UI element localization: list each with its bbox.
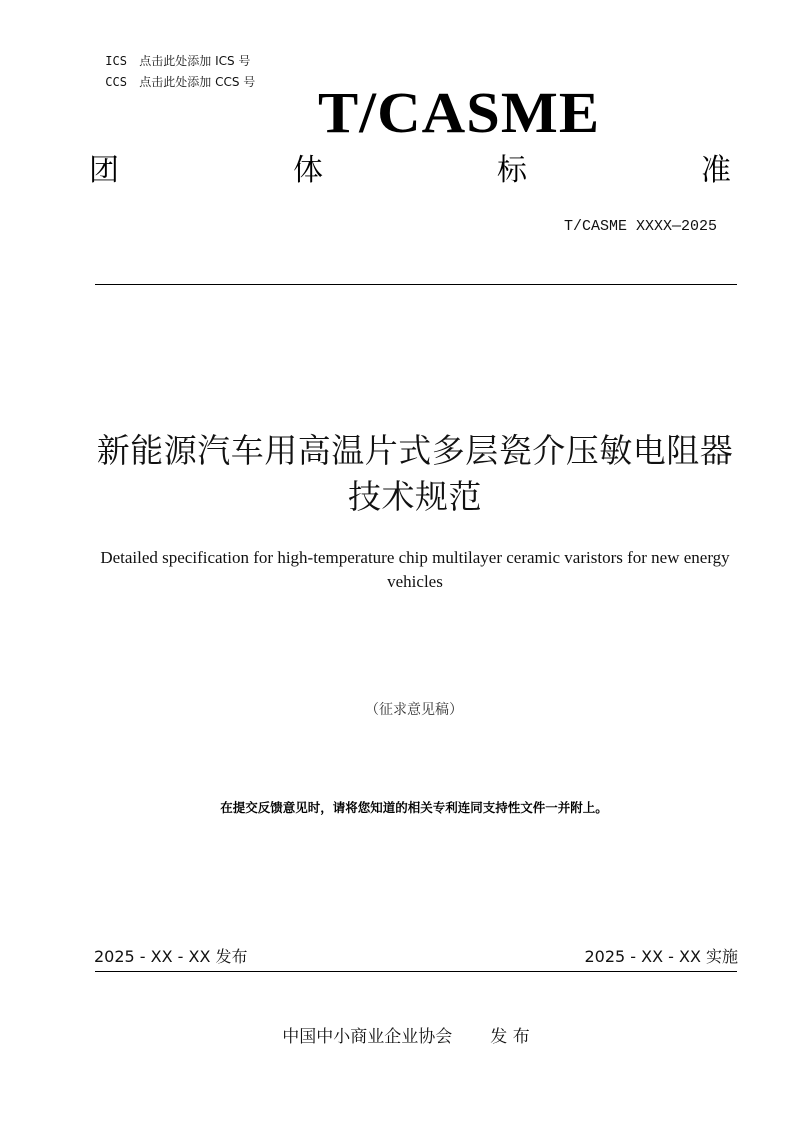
ccs-label: CCS xyxy=(105,75,127,89)
standard-type-char: 体 xyxy=(293,153,323,188)
patent-notice: 在提交反馈意见时，请将您知道的相关专利连同支持性文件一并附上。 xyxy=(220,800,608,815)
publisher-action: 发 布 xyxy=(490,1027,530,1047)
standard-number: T/CASME XXXX—2025 xyxy=(563,218,717,235)
implementation-date: 2025 - XX - XX 实施 xyxy=(584,947,738,966)
footer-divider xyxy=(95,971,737,972)
document-title-chinese: 新能源汽车用高温片式多层瓷介压敏电阻器技术规范 xyxy=(96,431,734,516)
ics-placeholder-field[interactable]: 点击此处添加 ICS 号 xyxy=(139,54,251,68)
standard-type-char: 准 xyxy=(701,153,731,188)
header-divider xyxy=(95,284,737,285)
document-title-english: Detailed specification for high-temperature chip multilayer ceramic varistors for new energy vehicles xyxy=(100,548,730,591)
ccs-placeholder-field[interactable]: 点击此处添加 CCS 号 xyxy=(139,75,256,89)
organization-code-logo: T/CASME xyxy=(318,80,601,145)
ics-label: ICS xyxy=(105,54,127,68)
standard-type-char: 团 xyxy=(89,153,119,188)
issue-date: 2025 - XX - XX 发布 xyxy=(94,947,248,966)
ccs-line xyxy=(90,61,255,103)
publisher-name: 中国中小商业企业协会 xyxy=(282,1027,453,1047)
standard-type-heading xyxy=(89,152,731,190)
draft-stage-label: （征求意见稿） xyxy=(365,702,463,718)
standard-type-char: 标 xyxy=(497,153,527,188)
publisher-line xyxy=(0,1025,792,1049)
